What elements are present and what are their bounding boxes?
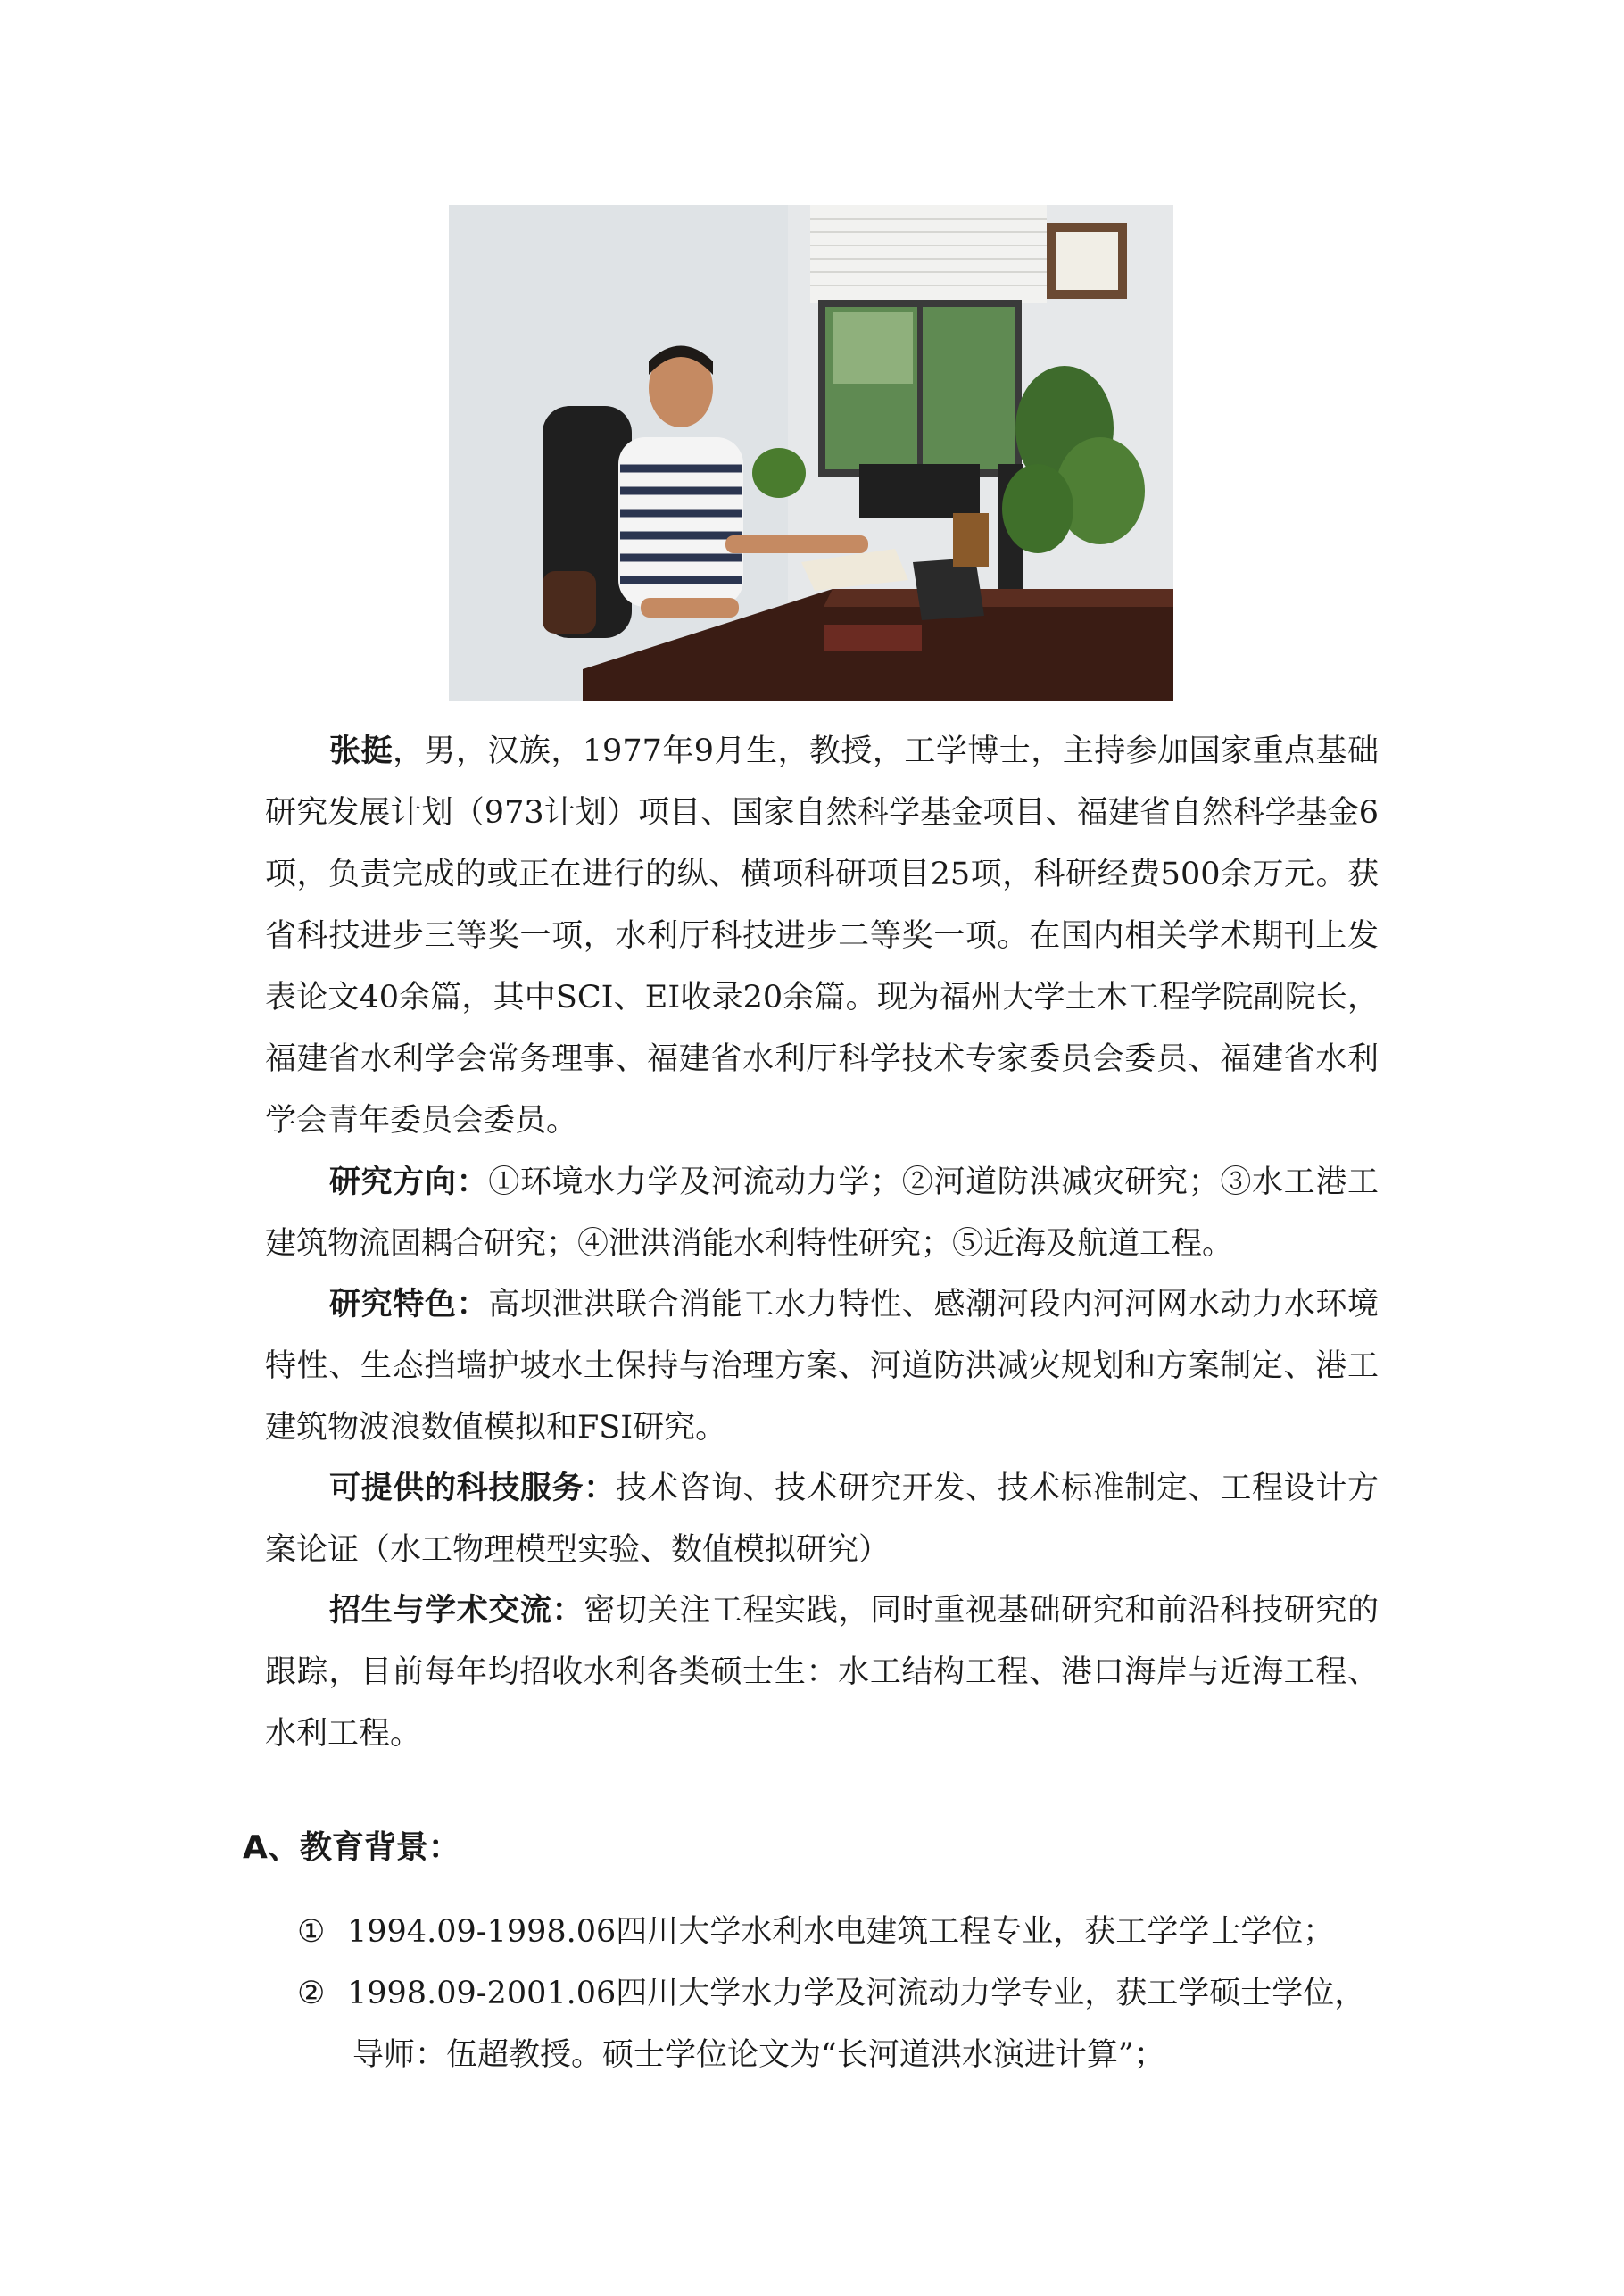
- office-portrait-image: [449, 205, 1173, 701]
- person-name: 张挺: [329, 734, 393, 769]
- bio-paragraph: [265, 721, 1379, 1152]
- services-label: 可提供的科技服务：: [329, 1471, 616, 1506]
- services-paragraph: [265, 1458, 1379, 1581]
- admission-paragraph: [265, 1580, 1379, 1765]
- list-marker: ②: [297, 1976, 326, 2011]
- admission-section: [265, 1580, 1379, 1765]
- research-direction-section: [265, 1152, 1379, 1275]
- research-features-text: 高坝泄洪联合消能工水力特性、感潮河段内河河网水动力水环境特性、生态挡墙护坡水土保持与治理方案、河道防洪减灾规划和方案制定、港工建筑物波浪数值模拟和FSI研究。: [265, 1287, 1379, 1446]
- research-direction-text: ①环境水力学及河流动力学；②河道防洪减灾研究；③水工港工建筑物流固耦合研究；④泄洪消能水利特性研究；⑤近海及航道工程。: [265, 1165, 1379, 1262]
- services-text: 技术咨询、技术研究开发、技术标准制定、工程设计方案论证（水工物理模型实验、数值模拟研究）: [265, 1471, 1379, 1568]
- list-item: [297, 1963, 1386, 2086]
- services-section: [265, 1458, 1379, 1581]
- education-entry-text: 1994.09-1998.06四川大学水利水电建筑工程专业，获工学学士学位；: [347, 1914, 1335, 1950]
- education-entry-text: 1998.09-2001.06四川大学水力学及河流动力学专业，获工学硕士学位，: [347, 1976, 1366, 2011]
- research-features-section: [265, 1274, 1379, 1459]
- list-item: [297, 1902, 1386, 1963]
- research-direction-label: 研究方向：: [329, 1165, 489, 1200]
- education-heading: A、教育背景：: [243, 1829, 460, 1866]
- education-entry-continuation: 导师：伍超教授。硕士学位论文为“长河道洪水演进计算”；: [352, 2037, 1165, 2073]
- admission-text: 密切关注工程实践，同时重视基础研究和前沿科技研究的跟踪，目前每年均招收水利各类硕士生：水工结构工程、港口海岸与近海工程、水利工程。: [265, 1593, 1379, 1752]
- portrait-photo: [449, 205, 1173, 701]
- research-features-label: 研究特色：: [329, 1287, 489, 1322]
- research-features-paragraph: [265, 1274, 1379, 1459]
- admission-label: 招生与学术交流：: [329, 1593, 584, 1629]
- list-marker: ①: [297, 1914, 326, 1950]
- education-list: [297, 1902, 1386, 2086]
- bio-section: [265, 721, 1379, 1152]
- research-direction-paragraph: [265, 1152, 1379, 1275]
- bio-text: ，男，汉族，1977年9月生，教授，工学博士，主持参加国家重点基础研究发展计划（973计划）项目、国家自然科学基金项目、福建省自然科学基金6项，负责完成的或正在进行的纵、横项科研项目25项，科研经费500余万元。获省科技进步三等奖一项，水利厅科技进步二等奖一项。在国内相关学术期刊上发表论文40余篇，其中SCI、EI收录20余篇。现为福州大学土木工程学院副院长，福建省水利学会常务理事、福建省水利厅科学技术专家委员会委员、福建省水利学会青年委员会委员。: [265, 734, 1379, 1139]
